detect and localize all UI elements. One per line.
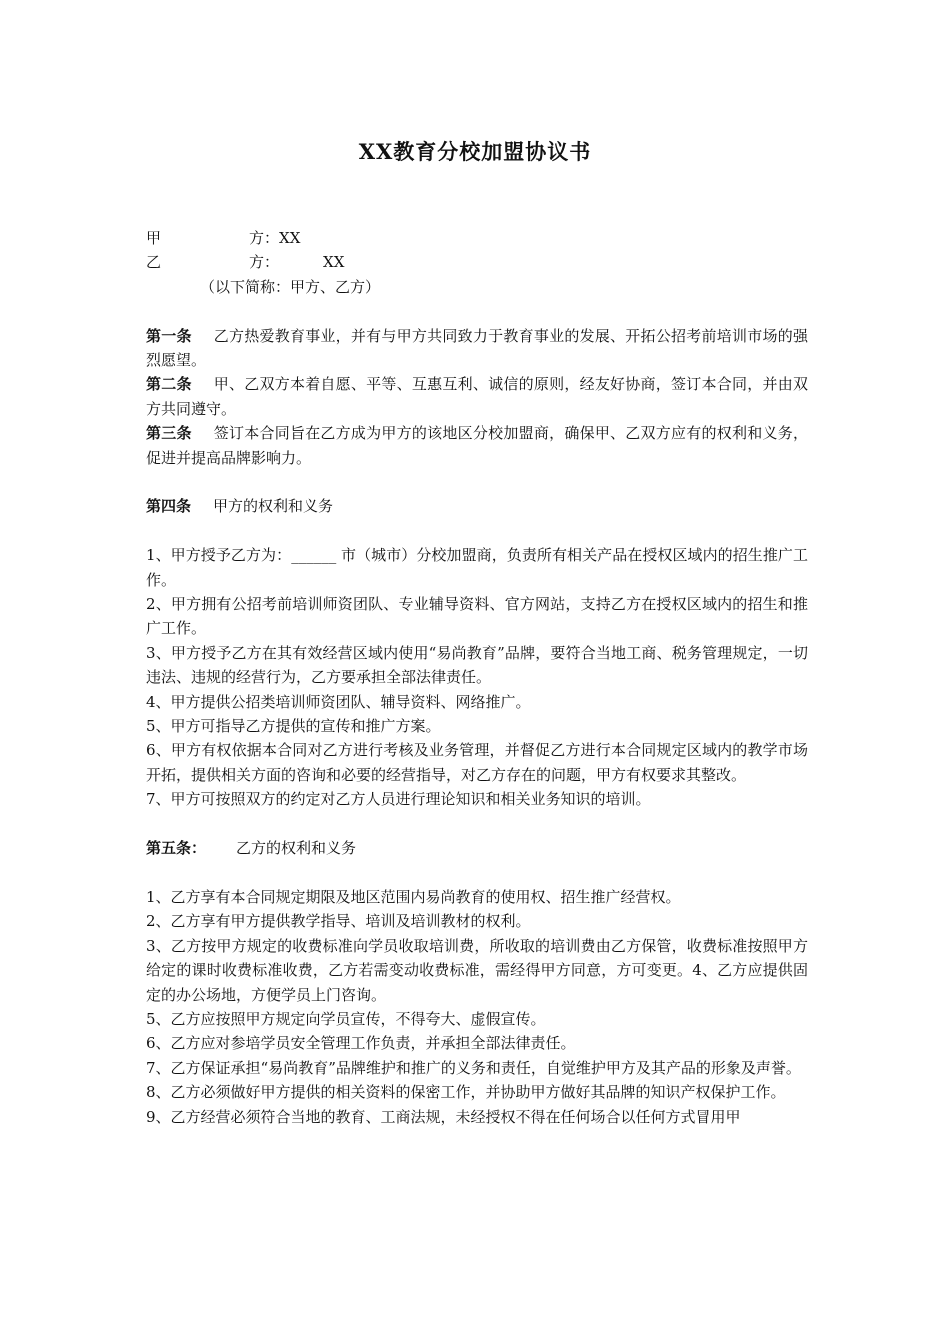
party-b-item-1: 1、乙方享有本合同规定期限及地区范围内易尚教育的使用权、招生推广经营权。 [146,887,681,906]
party-a-item-7: 7、甲方可按照双方的约定对乙方人员进行理论知识和相关业务知识的培训。 [146,790,651,809]
party-b-item-3: 3、乙方按甲方规定的收费标准向学员收取培训费，所收取的培训费由乙方保管，收费标准按照甲方给定的课时收费标准收费，乙方若需变动收费标准，需经得甲方同意，方可变更。4、乙方应提供固定的办公场地，方便学员上门咨询。 [146,936,808,1004]
article-5 [146,836,808,860]
article-3-heading: 第三条 [146,424,192,443]
spacer [146,519,808,543]
party-a-item-5: 5、甲方可指导乙方提供的宣传和推广方案。 [146,717,441,736]
party-b-label: 乙 [146,253,162,272]
party-a-line [146,226,808,250]
party-b-item-8: 8、乙方必须做好甲方提供的相关资料的保密工作，并协助甲方做好其品牌的知识产权保护工作。 [146,1083,786,1102]
article-2-heading: 第二条 [146,375,192,394]
party-a-item-1 [146,543,808,592]
spacer [146,470,808,494]
article-4-heading: 第四条 [146,497,192,516]
article-1-heading: 第一条 [146,326,192,345]
party-a-label: 甲 [146,229,162,247]
party-a-item-1-suffix: 市（城市）分校加盟商，负责所有相关产品在授权区域内的招生推广工作。 [146,546,808,589]
party-abbreviation-note: （以下简称：甲方、乙方） [200,277,381,296]
document-title: XX教育分校加盟协议书 [358,139,592,164]
party-a-item-1-prefix: 1、甲方授予乙方为： [146,546,292,565]
article-1-text: 乙方热爱教育事业，并有与甲方共同致力于教育事业的发展、开拓公招考前培训市场的强烈愿望。 [146,326,808,370]
party-b-item-2: 2、乙方享有甲方提供教学指导、培训及培训教材的权利。 [146,912,531,931]
article-2-text: 甲、乙双方本着自愿、平等、互惠互利、诚信的原则，经友好协商，签订本合同，并由双方共同遵守。 [146,375,808,418]
party-a-value: XX [279,229,301,247]
party-b-line [146,250,808,274]
spacer [146,812,808,836]
party-b-item-9: 9、乙方经营必须符合当地的教育、工商法规，未经授权不得在任何场合以任何方式冒用甲 [146,1107,741,1126]
party-b-colon: 方： [249,253,280,272]
party-b-value: XX [323,253,345,272]
article-1 [146,324,808,373]
party-b-item-6: 6、乙方应对参培学员安全管理工作负责，并承担全部法律责任。 [146,1034,576,1053]
article-2 [146,372,808,421]
spacer [146,299,808,323]
article-4-text: 甲方的权利和义务 [213,497,334,516]
article-5-text: 乙方的权利和义务 [236,839,357,858]
party-a-colon: 方： [249,229,280,247]
party-a-item-6: 6、甲方有权依据本合同对乙方进行考核及业务管理，并督促乙方进行本合同规定区域内的教学市场开拓，提供相关方面的咨询和必要的经营指导，对乙方存在的问题，甲方有权要求其整改。 [146,741,808,784]
article-3 [146,421,808,470]
article-3-text: 签订本合同旨在乙方成为甲方的该地区分校加盟商，确保甲、乙双方应有的权利和义务，促进并提高品牌影响力。 [146,424,808,467]
article-4 [146,494,808,518]
party-b-item-7: 7、乙方保证承担“易尚教育”品牌维护和推广的义务和责任，自觉维护甲方及其产品的形象及声誉。 [146,1058,801,1077]
article-5-heading: 第五条： [146,839,207,858]
blank-field: ______ [291,546,337,565]
party-a-item-4: 4、甲方提供公招类培训师资团队、辅导资料、网络推广。 [146,692,531,711]
party-a-item-2: 2、甲方拥有公招考前培训师资团队、专业辅导资料、官方网站，支持乙方在授权区域内的招生和推广工作。 [146,595,808,638]
party-a-item-3: 3、甲方授予乙方在其有效经营区域内使用“易尚教育”品牌，要符合当地工商、税务管理规定，一切违法、违规的经营行为，乙方要承担全部法律责任。 [146,643,808,687]
spacer [146,861,808,885]
party-b-item-5: 5、乙方应按照甲方规定向学员宣传，不得夸大、虚假宣传。 [146,1009,546,1028]
document-body [146,226,808,1129]
